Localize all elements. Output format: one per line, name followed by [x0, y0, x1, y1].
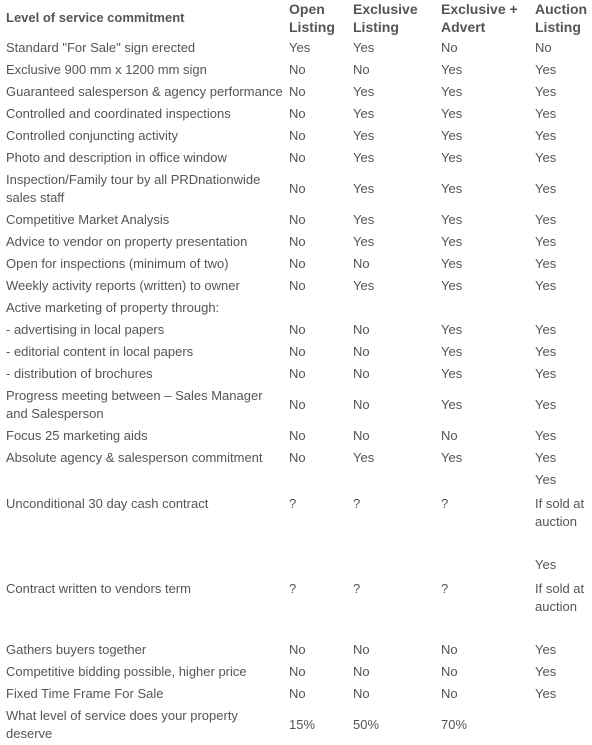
header-level: Level of service commitment — [6, 10, 185, 25]
cell-open: No — [289, 278, 306, 293]
table-row — [0, 297, 592, 319]
row-label: Competitive bidding possible, higher price — [6, 664, 247, 679]
cell-exclusive: Yes — [353, 128, 375, 143]
cell-exclusive-advert: No — [441, 40, 458, 55]
cell-exclusive: No — [353, 344, 370, 359]
cell-open: No — [289, 366, 306, 381]
cell-exclusive — [347, 554, 435, 576]
cell-auction: Yes — [535, 366, 557, 381]
cell-auction: Yes — [535, 278, 557, 293]
table-row — [0, 253, 592, 275]
cell-auction: Yes — [535, 664, 557, 679]
row-label: What level of service does your property deserve — [6, 708, 238, 741]
cell-open: No — [289, 664, 306, 679]
table-row — [0, 491, 592, 540]
table-row — [0, 319, 592, 341]
cell-exclusive: No — [353, 428, 370, 443]
cell-exclusive: No — [353, 322, 370, 337]
cell-auction: No — [535, 40, 552, 55]
row-label: Inspection/Family tour by all PRDnationwide sales staff — [6, 172, 261, 205]
cell-open: No — [289, 344, 306, 359]
row-label: - advertising in local papers — [6, 322, 165, 337]
cell-auction: If sold at auction — [535, 581, 585, 614]
cell-auction: Yes — [535, 428, 557, 443]
table-row — [0, 231, 592, 253]
cell-open: No — [289, 212, 306, 227]
row-label — [0, 469, 283, 491]
cell-auction: Yes — [535, 128, 557, 143]
cell-auction: Yes — [535, 322, 557, 337]
cell-open — [283, 469, 347, 491]
cell-exclusive: No — [353, 256, 370, 271]
cell-open: ? — [289, 581, 297, 596]
table-row — [0, 705, 592, 745]
cell-exclusive: 50% — [353, 717, 380, 732]
cell-open: No — [289, 686, 306, 701]
cell-exclusive: No — [353, 664, 370, 679]
cell-exclusive-advert: ? — [441, 496, 449, 511]
cell-exclusive — [347, 297, 435, 319]
cell-exclusive: No — [353, 686, 370, 701]
cell-open: No — [289, 234, 306, 249]
cell-exclusive: ? — [353, 496, 361, 511]
row-label: Open for inspections (minimum of two) — [6, 256, 229, 271]
table-row — [0, 275, 592, 297]
cell-auction — [529, 705, 592, 745]
table-row — [0, 37, 592, 59]
cell-auction: Yes — [535, 256, 557, 271]
cell-auction: Yes — [535, 150, 557, 165]
table-row — [0, 103, 592, 125]
header-exclusive-advert: Exclusive + Advert — [441, 1, 518, 35]
table-row — [0, 125, 592, 147]
cell-auction: Yes — [535, 686, 557, 701]
cell-open: No — [289, 397, 306, 412]
cell-auction: Yes — [535, 181, 557, 196]
table-row — [0, 683, 592, 705]
cell-exclusive-advert: Yes — [441, 234, 463, 249]
row-label: Standard "For Sale" sign erected — [6, 40, 196, 55]
table-row — [0, 447, 592, 469]
cell-open: No — [289, 84, 306, 99]
cell-exclusive-advert: No — [441, 686, 458, 701]
row-label: Absolute agency & salesperson commitment — [6, 450, 263, 465]
cell-auction — [529, 297, 592, 319]
row-label: Weekly activity reports (written) to owner — [6, 278, 240, 293]
cell-exclusive: Yes — [353, 106, 375, 121]
spacer-row — [0, 540, 592, 554]
row-label: Gathers buyers together — [6, 642, 147, 657]
table-row — [0, 169, 592, 209]
cell-open: No — [289, 322, 306, 337]
cell-exclusive-advert: No — [441, 428, 458, 443]
row-label: Fixed Time Frame For Sale — [6, 686, 164, 701]
cell-exclusive-advert: Yes — [441, 256, 463, 271]
cell-exclusive-advert: Yes — [441, 62, 463, 77]
row-label: Progress meeting between – Sales Manager and Salesperson — [6, 388, 263, 421]
cell-exclusive-advert — [435, 297, 529, 319]
row-label: Controlled and coordinated inspections — [6, 106, 231, 121]
cell-exclusive: Yes — [353, 450, 375, 465]
cell-open: No — [289, 150, 306, 165]
cell-exclusive: Yes — [353, 40, 375, 55]
cell-exclusive-advert: 70% — [441, 717, 468, 732]
table-row — [0, 425, 592, 447]
cell-auction: Yes — [535, 106, 557, 121]
cell-exclusive-advert: Yes — [441, 450, 463, 465]
cell-open: No — [289, 181, 306, 196]
cell-exclusive-advert: No — [441, 664, 458, 679]
cell-open — [283, 554, 347, 576]
cell-auction: Yes — [535, 557, 557, 572]
cell-open: No — [289, 642, 306, 657]
cell-auction: Yes — [535, 472, 557, 487]
row-label: Advice to vendor on property presentation — [6, 234, 248, 249]
cell-exclusive-advert: No — [441, 642, 458, 657]
cell-exclusive-advert — [435, 554, 529, 576]
row-label: Exclusive 900 mm x 1200 mm sign — [6, 62, 207, 77]
table-row — [0, 209, 592, 231]
cell-open: No — [289, 62, 306, 77]
cell-exclusive-advert: Yes — [441, 366, 463, 381]
row-label: Controlled conjuncting activity — [6, 128, 178, 143]
cell-auction: Yes — [535, 62, 557, 77]
cell-exclusive: Yes — [353, 212, 375, 227]
cell-open: No — [289, 128, 306, 143]
table-row — [0, 639, 592, 661]
cell-open: No — [289, 106, 306, 121]
row-label: Photo and description in office window — [6, 150, 227, 165]
cell-exclusive: No — [353, 642, 370, 657]
cell-exclusive-advert: Yes — [441, 150, 463, 165]
cell-auction: Yes — [535, 642, 557, 657]
cell-exclusive: Yes — [353, 278, 375, 293]
cell-open: No — [289, 428, 306, 443]
cell-auction: If sold at auction — [535, 496, 585, 529]
cell-auction: Yes — [535, 397, 557, 412]
cell-open: No — [289, 450, 306, 465]
cell-exclusive: Yes — [353, 234, 375, 249]
cell-exclusive: Yes — [353, 181, 375, 196]
row-label — [0, 554, 283, 576]
header-open-listing: Open Listing — [289, 1, 335, 35]
cell-auction: Yes — [535, 344, 557, 359]
row-label: Active marketing of property through: — [6, 300, 220, 315]
table-row — [0, 385, 592, 425]
table-row — [0, 469, 592, 491]
header-auction-listing: Auction Listing — [535, 1, 588, 35]
row-label: Competitive Market Analysis — [6, 212, 170, 227]
cell-exclusive: Yes — [353, 150, 375, 165]
row-label: Guaranteed salesperson & agency performance — [6, 84, 283, 99]
table-row — [0, 363, 592, 385]
table-row — [0, 554, 592, 576]
table-row — [0, 661, 592, 683]
cell-open: No — [289, 256, 306, 271]
cell-auction: Yes — [535, 84, 557, 99]
cell-exclusive-advert: Yes — [441, 106, 463, 121]
header-exclusive-listing: Exclusive Listing — [353, 1, 418, 35]
cell-exclusive-advert: ? — [441, 581, 449, 596]
table-row — [0, 147, 592, 169]
cell-auction: Yes — [535, 212, 557, 227]
cell-exclusive: No — [353, 366, 370, 381]
table-row — [0, 341, 592, 363]
cell-open — [283, 297, 347, 319]
table-row — [0, 59, 592, 81]
cell-exclusive-advert: Yes — [441, 181, 463, 196]
cell-exclusive — [347, 469, 435, 491]
cell-exclusive-advert: Yes — [441, 128, 463, 143]
row-label: - editorial content in local papers — [6, 344, 194, 359]
cell-open: ? — [289, 496, 297, 511]
cell-exclusive-advert: Yes — [441, 278, 463, 293]
cell-open: Yes — [289, 40, 311, 55]
header-row — [0, 0, 592, 37]
cell-exclusive-advert: Yes — [441, 397, 463, 412]
cell-exclusive: No — [353, 62, 370, 77]
cell-exclusive-advert: Yes — [441, 84, 463, 99]
cell-auction: Yes — [535, 234, 557, 249]
table-row — [0, 576, 592, 625]
row-label: Contract written to vendors term — [6, 581, 191, 596]
row-label: - distribution of brochures — [6, 366, 153, 381]
row-label: Focus 25 marketing aids — [6, 428, 148, 443]
row-label: Unconditional 30 day cash contract — [6, 496, 209, 511]
cell-exclusive: No — [353, 397, 370, 412]
cell-exclusive-advert: Yes — [441, 344, 463, 359]
cell-exclusive: Yes — [353, 84, 375, 99]
cell-auction: Yes — [535, 450, 557, 465]
spacer-row — [0, 625, 592, 639]
cell-exclusive: ? — [353, 581, 361, 596]
cell-exclusive-advert: Yes — [441, 322, 463, 337]
cell-exclusive-advert: Yes — [441, 212, 463, 227]
cell-open: 15% — [289, 717, 316, 732]
cell-exclusive-advert — [435, 469, 529, 491]
table-row — [0, 81, 592, 103]
